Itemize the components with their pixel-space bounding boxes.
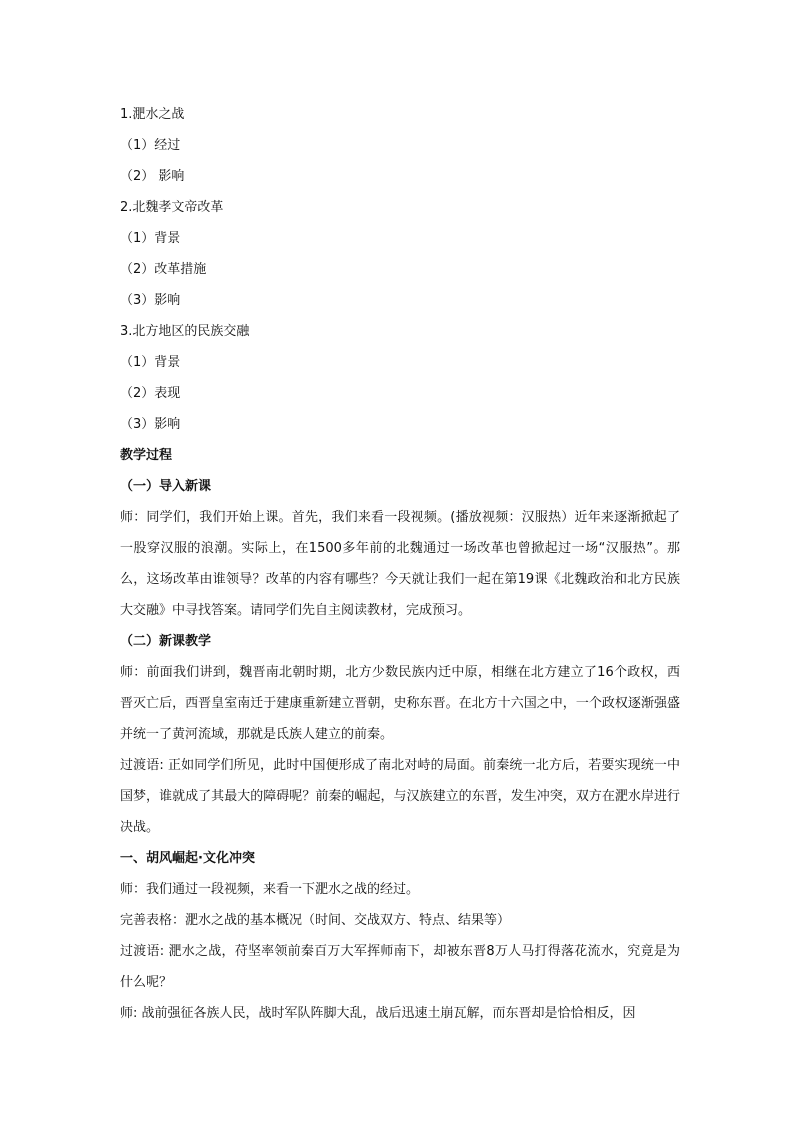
teaching-process-heading: 教学过程 bbox=[120, 448, 173, 463]
outline-section-2-item-3: （3）影响 bbox=[120, 293, 181, 308]
part-2-paragraph: 师：前面我们讲到，魏晋南北朝时期，北方少数民族内迁中原，相继在北方建立了16个政权，西晋灭亡后，西晋皇室南迁于建康重新建立晋朝，史称东晋。在北方十六国之中，一个政权逐渐强盛并统一了黄河流域，那就是氐族人建立的前秦。 bbox=[120, 665, 680, 742]
outline-section-2-title: 2.北魏孝文帝改革 bbox=[120, 200, 224, 215]
table-task-line: 完善表格：淝水之战的基本概况（时间、交战双方、特点、结果等） bbox=[120, 913, 511, 928]
outline-section-1-item-1: （1）经过 bbox=[120, 138, 181, 153]
teacher-line-2: 师: 战前强征各族人民，战时军队阵脚大乱，战后迅速土崩瓦解，而东晋却是恰恰相反，因 bbox=[120, 1006, 636, 1021]
outline-section-2-item-2: （2）改革措施 bbox=[120, 262, 207, 277]
transition-paragraph-1: 过渡语: 正如同学们所见，此时中国便形成了南北对峙的局面。前秦统一北方后，若要实现统一中国梦，谁就成了其最大的障碍呢？前秦的崛起，与汉族建立的东晋，发生冲突，双方在淝水岸进行决战。 bbox=[120, 758, 680, 835]
outline-section-2-item-1: （1）背景 bbox=[120, 231, 181, 246]
outline-section-3-title: 3.北方地区的民族交融 bbox=[120, 324, 250, 339]
outline-section-3-item-1: （1）背景 bbox=[120, 355, 181, 370]
part-1-heading: （一）导入新课 bbox=[120, 479, 212, 494]
part-2-heading: （二）新课教学 bbox=[120, 634, 212, 649]
document-body bbox=[120, 99, 680, 1029]
part-1-paragraph: 师：同学们，我们开始上课。首先，我们来看一段视频。(播放视频：汉服热）近年来逐渐掀起了一股穿汉服的浪潮。实际上，在1500多年前的北魏通过一场改革也曾掀起过一场“汉服热”。那么，这场改革由谁领导？改革的内容有哪些？今天就让我们一起在第19课《北魏政治和北方民族大交融》中寻找答案。请同学们先自主阅读教材，完成预习。 bbox=[120, 510, 680, 618]
transition-paragraph-2: 过渡语: 淝水之战，苻坚率领前秦百万大军挥师南下，却被东晋8万人马打得落花流水，究竟是为什么呢？ bbox=[120, 944, 680, 990]
teacher-line-1: 师：我们通过一段视频，来看一下淝水之战的经过。 bbox=[120, 882, 420, 897]
section-1-heading: 一、胡风崛起·文化冲突 bbox=[120, 851, 255, 866]
outline-section-3-item-3: （3）影响 bbox=[120, 417, 181, 432]
outline-section-1-item-2: （2） 影响 bbox=[120, 169, 185, 184]
outline-section-3-item-2: （2）表现 bbox=[120, 386, 181, 401]
outline-section-1-title: 1.淝水之战 bbox=[120, 107, 185, 122]
